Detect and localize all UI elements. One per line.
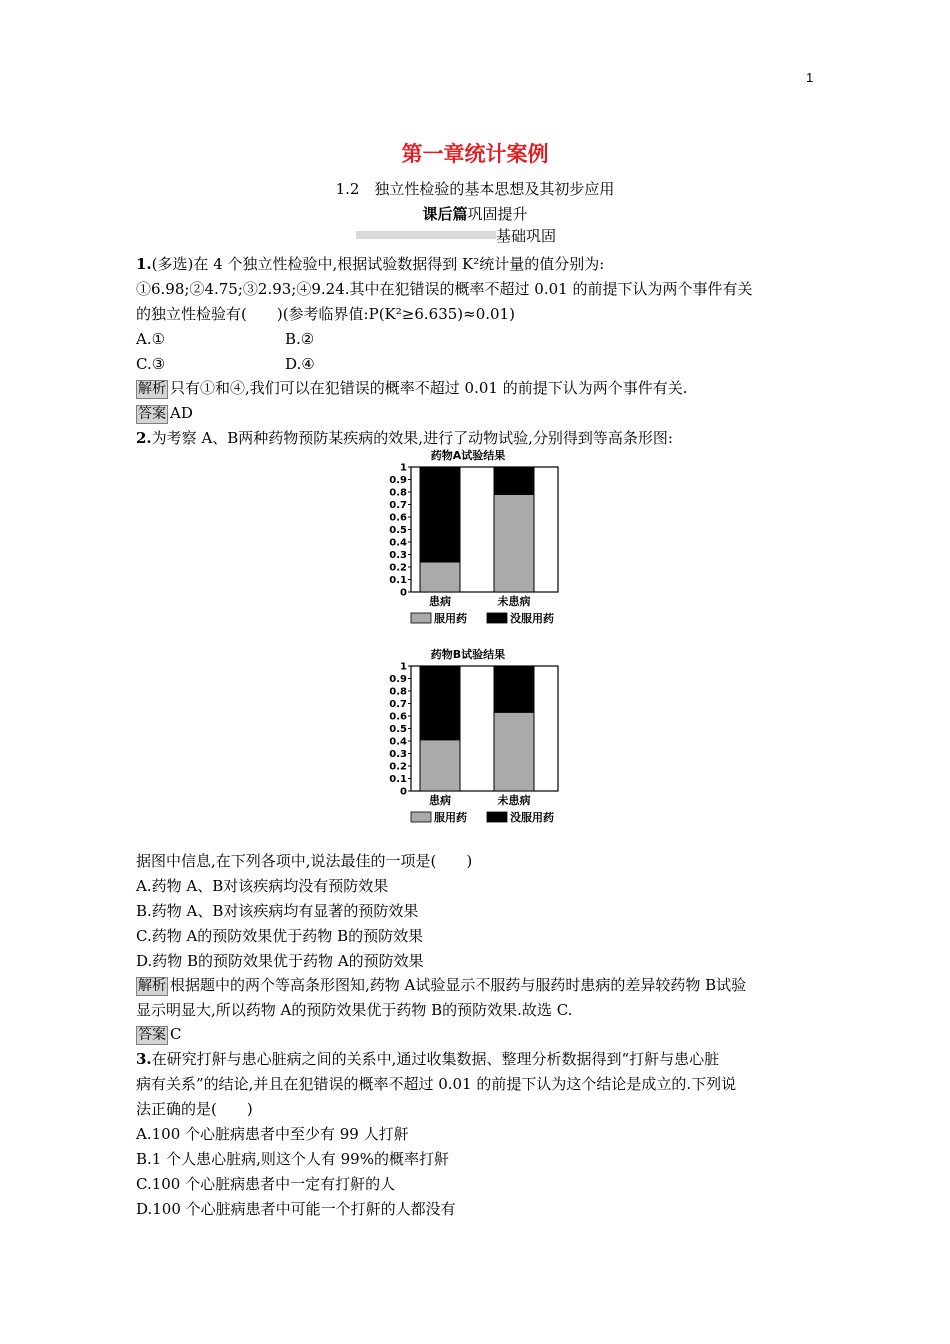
legend-label: 服用药 bbox=[434, 811, 467, 824]
q1-option-a: A.① bbox=[136, 330, 166, 348]
bar-segment bbox=[494, 495, 534, 593]
section-bar bbox=[356, 231, 496, 239]
q2-stem: 据图中信息,在下列各项中,说法最佳的一项是( ) bbox=[136, 852, 473, 870]
q1-answer bbox=[136, 403, 193, 424]
q2-answer-text: C bbox=[170, 1025, 182, 1043]
q1-answer-text: AD bbox=[170, 404, 193, 422]
legend-swatch bbox=[487, 613, 507, 623]
q3-option-a: A.100 个心脏病患者中至少有 99 人打鼾 bbox=[136, 1125, 409, 1143]
bar-segment bbox=[420, 666, 460, 740]
q2-option-b: B.药物 A、B对该疾病均有显著的预防效果 bbox=[136, 902, 419, 920]
q2-option-d: D.药物 B的预防效果优于药物 A的预防效果 bbox=[136, 952, 424, 970]
q2-analysis-line2: 显示明显大,所以药物 A的预防效果优于药物 B的预防效果.故选 C. bbox=[136, 1001, 573, 1019]
q1-number: 1. bbox=[136, 255, 152, 273]
chart-drug-b bbox=[378, 646, 578, 832]
q2-option-c: C.药物 A的预防效果优于药物 B的预防效果 bbox=[136, 927, 424, 945]
subsection-heading bbox=[0, 203, 950, 224]
bar-segment bbox=[494, 712, 534, 791]
legend-swatch bbox=[487, 812, 507, 822]
y-tick-label: 0.5 bbox=[389, 724, 407, 735]
q1-text1: (多选)在 4 个独立性检验中,根据试验数据得到 K²统计量的值分别为: bbox=[151, 255, 605, 273]
y-tick-label: 0.8 bbox=[389, 487, 407, 499]
analysis-tag: 解析 bbox=[138, 381, 166, 397]
y-tick-label: 0.2 bbox=[389, 761, 407, 773]
legend-label: 没服用药 bbox=[510, 811, 554, 824]
y-tick-label: 0.3 bbox=[389, 550, 407, 561]
q1-analysis bbox=[136, 378, 687, 399]
q1-option-c: C.③ bbox=[136, 355, 166, 373]
y-tick-label: 1 bbox=[400, 661, 407, 673]
q2-answer bbox=[136, 1024, 181, 1045]
category-label: 未患病 bbox=[497, 595, 531, 608]
chapter-title: 第一章统计案例 bbox=[401, 142, 549, 166]
q1-option-b: B.② bbox=[285, 330, 315, 348]
category-label: 患病 bbox=[429, 794, 451, 807]
y-tick-label: 1 bbox=[400, 462, 407, 474]
bar-segment bbox=[420, 467, 460, 562]
q3-line2: 病有关系”的结论,并且在犯错误的概率不超过 0.01 的前提下认为这个结论是成立的.下列说 bbox=[136, 1075, 737, 1093]
q2-analysis-text1: 根据题中的两个等高条形图知,药物 A试验显示不服药与服药时患病的差异较药物 B试验 bbox=[170, 976, 747, 994]
q2-analysis bbox=[136, 975, 746, 996]
q3-text1: 在研究打鼾与患心脏病之间的关系中,通过收集数据、整理分析数据得到“打鼾与患心脏 bbox=[151, 1050, 720, 1068]
page-number: 1 bbox=[806, 70, 814, 85]
chart-a-svg bbox=[378, 447, 578, 629]
basic-label: 基础巩固 bbox=[496, 227, 557, 245]
y-tick-label: 0 bbox=[400, 587, 407, 599]
answer-tag: 答案 bbox=[138, 406, 166, 422]
bar-segment bbox=[420, 562, 460, 592]
q1-line1 bbox=[136, 254, 604, 274]
y-tick-label: 0.4 bbox=[389, 537, 407, 549]
q2-number: 2. bbox=[136, 429, 152, 447]
legend-swatch bbox=[411, 613, 431, 623]
q3-option-b: B.1 个人患心脏病,则这个人有 99%的概率打鼾 bbox=[136, 1150, 449, 1168]
subsection-bold: 课后篇 bbox=[422, 205, 468, 223]
y-tick-label: 0.8 bbox=[389, 686, 407, 698]
legend-swatch bbox=[411, 812, 431, 822]
legend-label: 服用药 bbox=[434, 612, 467, 625]
analysis-tag: 解析 bbox=[138, 978, 166, 994]
chart-title: 药物A试验结果 bbox=[430, 449, 506, 462]
y-tick-label: 0.9 bbox=[389, 475, 407, 486]
q2-line1 bbox=[136, 428, 673, 448]
q1-line2: ①6.98;②4.75;③2.93;④9.24.其中在犯错误的概率不超过 0.01 的前提下认为两个事件有关 bbox=[136, 280, 753, 298]
y-tick-label: 0.5 bbox=[389, 525, 407, 536]
q2-option-a: A.药物 A、B对该疾病均没有预防效果 bbox=[136, 877, 389, 895]
q3-option-d: D.100 个心脏病患者中可能一个打鼾的人都没有 bbox=[136, 1200, 456, 1218]
q2-text1: 为考察 A、B两种药物预防某疾病的效果,进行了动物试验,分别得到等高条形图: bbox=[151, 429, 673, 447]
y-tick-label: 0.7 bbox=[389, 500, 407, 511]
section-title: 1.2 独立性检验的基本思想及其初步应用 bbox=[335, 180, 615, 198]
q3-option-c: C.100 个心脏病患者中一定有打鼾的人 bbox=[136, 1175, 396, 1193]
category-label: 未患病 bbox=[497, 794, 531, 807]
bar-segment bbox=[494, 467, 534, 495]
y-tick-label: 0.1 bbox=[389, 575, 407, 586]
chart-title: 药物B试验结果 bbox=[430, 648, 506, 661]
y-tick-label: 0.2 bbox=[389, 562, 407, 574]
q3-number: 3. bbox=[136, 1050, 152, 1068]
legend-label: 没服用药 bbox=[510, 612, 554, 625]
y-tick-label: 0.3 bbox=[389, 749, 407, 760]
chart-drug-a bbox=[378, 447, 578, 633]
category-label: 患病 bbox=[429, 595, 451, 608]
answer-tag: 答案 bbox=[138, 1027, 166, 1043]
y-tick-label: 0.9 bbox=[389, 674, 407, 685]
subsection-rest: 巩固提升 bbox=[467, 205, 528, 223]
q1-line3: 的独立性检验有( )(参考临界值:P(K²≥6.635)≈0.01) bbox=[136, 305, 515, 323]
y-tick-label: 0.1 bbox=[389, 774, 407, 785]
q1-option-d: D.④ bbox=[285, 355, 315, 373]
y-tick-label: 0.7 bbox=[389, 699, 407, 710]
q3-line1 bbox=[136, 1049, 719, 1069]
q1-analysis-text: 只有①和④,我们可以在犯错误的概率不超过 0.01 的前提下认为两个事件有关. bbox=[170, 379, 688, 397]
q3-line3: 法正确的是( ) bbox=[136, 1100, 253, 1118]
bar-segment bbox=[420, 740, 460, 791]
y-tick-label: 0.4 bbox=[389, 736, 407, 748]
y-tick-label: 0 bbox=[400, 786, 407, 798]
bar-segment bbox=[494, 666, 534, 712]
chart-b-svg bbox=[378, 646, 578, 828]
y-tick-label: 0.6 bbox=[389, 711, 407, 723]
y-tick-label: 0.6 bbox=[389, 512, 407, 524]
